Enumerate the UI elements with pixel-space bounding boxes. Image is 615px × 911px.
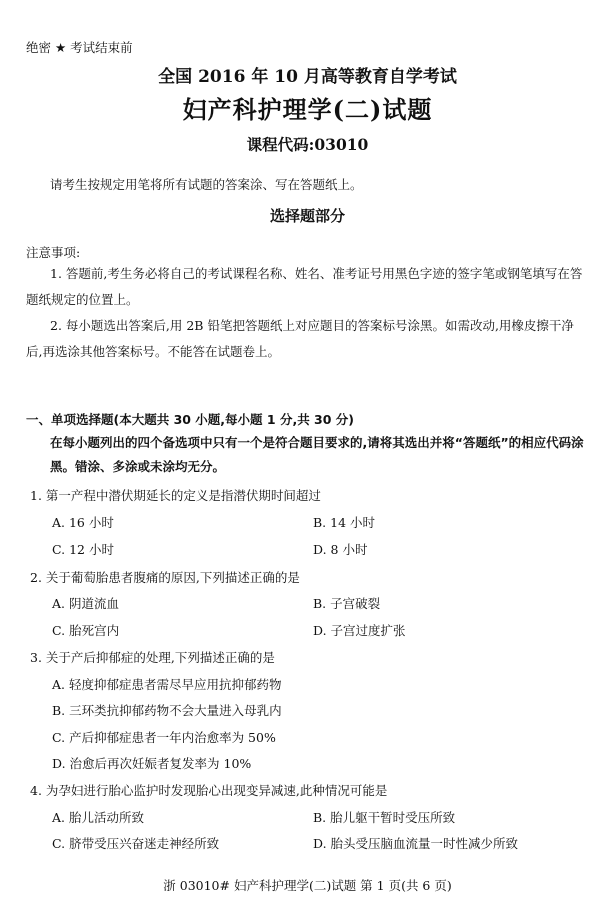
question-2-stem: 2. 关于葡萄胎患者腹痛的原因,下列描述正确的是 — [30, 570, 300, 585]
question-4-stem: 4. 为孕妇进行胎心监护时发现胎心出现变异减速,此种情况可能是 — [30, 783, 388, 798]
question-1-option-b: B. 14 小时 — [313, 515, 376, 530]
notice-item-2: 2. 每小题选出答案后,用 2B 铅笔把答题纸上对应题目的答案标号涂黑。如需改动,用橡皮擦干净后,再选涂其他答案标号。不能答在试题卷上。 — [26, 318, 574, 359]
exam-title: 全国 2016 年 10 月高等教育自学考试 — [158, 67, 457, 87]
part-title: 选择题部分 — [269, 207, 345, 225]
question-2-option-a: A. 阴道流血 — [52, 596, 119, 611]
section-heading: 一、单项选择题(本大题共 30 小题,每小题 1 分,共 30 分) — [26, 412, 355, 427]
question-3-option-b: B. 三环类抗抑郁药物不会大量进入母乳内 — [52, 703, 282, 718]
question-1-stem: 1. 第一产程中潜伏期延长的定义是指潜伏期时间超过 — [30, 488, 321, 503]
question-1-option-a: A. 16 小时 — [52, 515, 114, 530]
question-2-option-c: C. 胎死宫内 — [52, 623, 120, 638]
question-3-stem: 3. 关于产后抑郁症的处理,下列描述正确的是 — [30, 650, 275, 665]
question-4-option-a: A. 胎儿活动所致 — [52, 810, 144, 825]
question-3-option-d: D. 治愈后再次妊娠者复发率为 10% — [52, 756, 252, 771]
notice-heading: 注意事项: — [26, 245, 81, 260]
subject-title: 妇产科护理学(二)试题 — [182, 95, 433, 124]
notice-item-1: 1. 答题前,考生务必将自己的考试课程名称、姓名、准考证号用黑色字迹的签字笔或钢笔填写在答题纸规定的位置上。 — [26, 266, 583, 307]
question-4-option-b: B. 胎儿躯干暂时受压所致 — [313, 810, 456, 825]
question-1-option-d: D. 8 小时 — [313, 542, 368, 557]
section-description: 在每小题列出的四个备选项中只有一个是符合题目要求的,请将其选出并将“答题纸”的相应代码涂黑。错涂、多涂或未涂均无分。 — [50, 435, 584, 474]
question-4-option-d: D. 胎头受压脑血流量一时性减少所致 — [313, 836, 519, 851]
question-3-option-a: A. 轻度抑郁症患者需尽早应用抗抑郁药物 — [52, 677, 282, 692]
question-1-option-c: C. 12 小时 — [52, 542, 114, 557]
confidential-label: 绝密 ★ 考试结束前 — [26, 40, 133, 55]
question-3-option-c: C. 产后抑郁症患者一年内治愈率为 50% — [52, 730, 276, 745]
question-4-option-c: C. 脐带受压兴奋迷走神经所致 — [52, 836, 220, 851]
question-2-option-d: D. 子宫过度扩张 — [313, 623, 406, 638]
page-footer: 浙 03010# 妇产科护理学(二)试题 第 1 页(共 6 页) — [163, 878, 452, 893]
question-2-option-b: B. 子宫破裂 — [313, 596, 381, 611]
course-code: 课程代码:03010 — [246, 135, 369, 154]
general-instruction: 请考生按规定用笔将所有试题的答案涂、写在答题纸上。 — [50, 177, 363, 192]
